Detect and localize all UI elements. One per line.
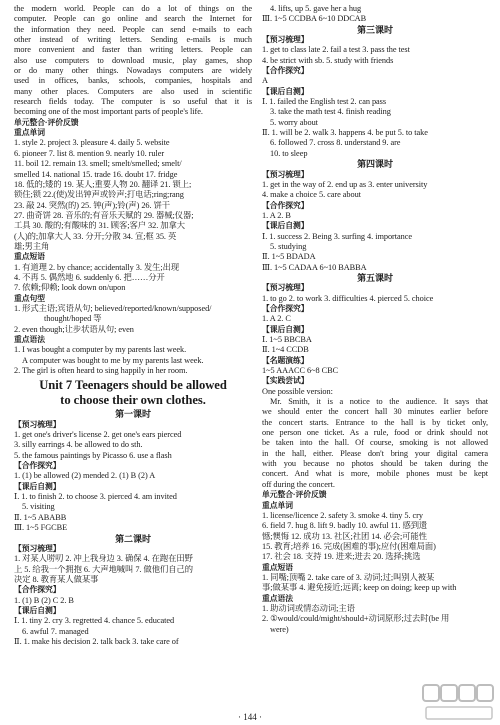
text-line: 1. get in the way of 2. end up as 3. enter university xyxy=(262,179,428,189)
text-line: the modern world. People can do a lot of things on the xyxy=(14,4,252,13)
text-line: Ⅲ. 1~5 FGCBE xyxy=(14,523,68,533)
text-line: 2. ①would/could/might/should+动词原形;过去时(be 用 xyxy=(262,614,450,624)
text-line: 1. 助动词或情态动词;主语 xyxy=(262,603,355,613)
text-line: Ⅰ. 1. tiny 2. cry 3. regretted 4. chance 5. educated xyxy=(14,616,175,626)
text-line: A computer was bought to me by my parents last week. xyxy=(22,355,204,365)
section-heading: 【名题演练】 xyxy=(262,355,309,365)
section-heading: 单元整合·评价反馈 xyxy=(14,117,79,127)
text-line: smelled 14. national 15. trade 16. doubt 17. fridge xyxy=(14,169,178,179)
text-line: 1~5 AAACC 6~8 CBC xyxy=(262,366,339,376)
text-line: many other places. Computers are also used in scientific xyxy=(14,86,252,96)
text-line: Ⅱ. 1~5 ABABB xyxy=(14,512,67,522)
section-heading: 【预习梳理】 xyxy=(262,35,309,45)
watermark-logo-icon xyxy=(422,683,496,723)
text-line: Mr. Smith, it is a notice to the audience. It says that xyxy=(270,397,488,407)
section-heading: 重点语法 xyxy=(262,593,293,603)
unit-title: Unit 7 Teenagers should be allowed xyxy=(39,378,227,393)
text-line: Ⅱ. 1~4 CCDB xyxy=(262,345,309,355)
text-line: thought/hoped 等 xyxy=(44,314,102,324)
text-line: Ⅱ. 1. will be 2. walk 3. happens 4. be put 5. to take xyxy=(262,128,428,138)
text-line: 1. get one's driver's license 2. get one's ears pierced xyxy=(14,430,182,440)
section-heading: 【课后自测】 xyxy=(14,481,61,491)
text-line: 雄;男主角 xyxy=(14,241,50,251)
text-line: 5. studying xyxy=(270,241,307,251)
section-heading: 【课后自测】 xyxy=(14,605,61,615)
text-line: 决定 8. 教育某人做某事 xyxy=(14,574,99,584)
page-number: · 144 · xyxy=(238,712,262,722)
text-line: 1. (1) B (2) C 2. B xyxy=(14,595,74,605)
section-heading: 重点短语 xyxy=(14,252,45,262)
text-line: 4. be strict with sb. 5. study with friends xyxy=(262,55,394,65)
text-line: 工具 30. 酸的;有酸味的 31. 顾客;客户 32. 加拿大 xyxy=(14,221,186,231)
left-column xyxy=(14,4,252,647)
section-heading: 【合作探究】 xyxy=(262,66,309,76)
text-line: with you because no photos should be taken during the xyxy=(262,459,488,469)
section-heading: 【预习梳理】 xyxy=(262,169,309,179)
text-line: 1. 有道理 2. by chance; accidentally 3. 发生;出现 xyxy=(14,262,180,272)
text-line: 10. to sleep xyxy=(270,148,308,158)
text-line: used in offices, banks, schools, companies, hospitals and xyxy=(14,76,252,86)
text-line: concert. And what is more, mobile phones must be kept xyxy=(262,469,488,479)
text-line: 7. 依赖;仰赖; look down on/upon xyxy=(14,283,126,293)
text-line: other instead of writing letters. Sending e-mails is much xyxy=(14,35,252,45)
section-heading: 【合作探究】 xyxy=(14,585,61,595)
text-line: 事;做某事 4. 避免接近;远离; keep on doing; keep up with xyxy=(262,583,457,593)
text-line: 锁住;锁 22.(使)发出钟声或铃声;打电话;ring;rang xyxy=(14,190,184,200)
text-line: research fields today. The computer is so useful that it is xyxy=(14,97,252,107)
text-line: (人)的;加拿大人 33. 分开;分散 34. 宣;框 35. 英 xyxy=(14,231,177,241)
text-line: 6. field 7. hug 8. lift 9. badly 10. awful 11. 感到遗 xyxy=(262,521,428,531)
lesson-heading: 第五课时 xyxy=(357,272,393,283)
text-line: Ⅰ. 1. failed the English test 2. can pass xyxy=(262,97,387,107)
lesson-heading: 第一课时 xyxy=(115,409,151,420)
text-line: 1. 对某人唠叨 2. 冲上我身边 3. 确保 4. 在跑在田野 xyxy=(14,554,193,564)
section-heading: 重点单词 xyxy=(14,128,45,138)
section-heading: 【预习梳理】 xyxy=(14,419,61,429)
text-line: 1. (1) be allowed (2) mended 2. (1) B (2) A xyxy=(14,471,156,481)
text-line: the information they need. People can send e-mails to each xyxy=(14,24,252,34)
text-line: 2. The girl is often heard to sing happily in her room. xyxy=(14,366,188,376)
text-line: 上 5. 给我一个拥抱 6. 大声地喊叫 7. 做他们自己的 xyxy=(14,564,193,574)
text-line: 1. to go 2. to work 3. difficulties 4. pierced 5. choice xyxy=(262,293,434,303)
text-line: Ⅱ. 1~5 BDADA xyxy=(262,252,316,262)
text-line: also use computers to download music, play games, shop xyxy=(14,55,252,65)
right-column xyxy=(262,4,488,635)
text-line: Ⅰ. 1. success 2. Being 3. surfing 4. importance xyxy=(262,231,413,241)
section-heading: 【实践尝试】 xyxy=(262,376,309,386)
unit-title-line-2: to choose their own clothes. xyxy=(60,393,206,408)
text-line: A xyxy=(262,76,268,86)
section-heading: 【合作探究】 xyxy=(262,200,309,210)
lesson-heading: 第二课时 xyxy=(115,533,151,544)
text-line: one person one ticket. As a rule, food or drink should not xyxy=(262,428,488,438)
text-line: Ⅰ. 1. to finish 2. to choose 3. pierced 4. am invited xyxy=(14,492,177,502)
text-line: 23. 敲 24. 突然(的) 25. 钟(声);铃(声) 26. 饼干 xyxy=(14,200,171,210)
text-line: be taken into the hall. Of course, smoking is not allowed xyxy=(262,438,488,448)
section-heading: 重点句型 xyxy=(14,293,45,303)
lesson-heading: 第四课时 xyxy=(357,159,393,170)
section-heading: 单元整合·评价反馈 xyxy=(262,490,327,500)
text-line: 11. boil 12. remain 13. smell; smelt/smelled; smelt/ xyxy=(14,159,182,169)
text-line: 1. get to class late 2. fail a test 3. pass the test xyxy=(262,45,410,55)
text-line: off during the concert. xyxy=(262,479,335,489)
text-line: 5. visiting xyxy=(22,502,55,512)
section-heading: 【合作探究】 xyxy=(14,461,61,471)
section-heading: 【预习梳理】 xyxy=(14,543,61,553)
text-line: Ⅲ. 1~5 CCDBA 6~10 DDCAB xyxy=(262,14,367,24)
text-line: 1. license/licence 2. safety 3. smoke 4. tiny 5. cry xyxy=(262,510,423,520)
text-line: Ⅰ. 1~5 BBCBA xyxy=(262,335,312,344)
section-heading: 【课后自测】 xyxy=(262,86,309,96)
text-line: 6. awful 7. managed xyxy=(22,626,89,636)
text-line: 3. silly earrings 4. be allowed to do sth. xyxy=(14,440,143,450)
text-line: the concert starts. Entrance to the hall is by ticket only, xyxy=(262,417,488,427)
text-line: 6. followed 7. cross 8. understand 9. are xyxy=(270,138,401,148)
section-heading: 【合作探究】 xyxy=(262,303,309,313)
text-line: computer. People can go online and search the Internet for xyxy=(14,14,252,24)
section-heading: 重点短语 xyxy=(262,562,293,572)
text-line: 1. 同嘴;顶嘴 2. take care of 3. 动词;过;叫别人被某 xyxy=(262,572,435,582)
text-line: more convenient and faster than writing letters. People can xyxy=(14,45,252,55)
lesson-heading: 第三课时 xyxy=(357,24,393,35)
text-line: 4. make a choice 5. care about xyxy=(262,190,361,200)
text-line: Ⅲ. 1~5 CADAA 6~10 BABBA xyxy=(262,262,367,272)
text-line: 1. A 2. C xyxy=(262,314,291,324)
text-line: 1. 形式主语;宾语从句; believed/reported/known/supposed/ xyxy=(14,303,212,313)
text-line: in the hall, either. Please don't bring your digital camera xyxy=(262,448,488,458)
text-line: 5. worry about xyxy=(270,117,318,127)
text-line: 4. 不再 5. 偶然地 6. suddenly 6. 把……分开 xyxy=(14,272,165,282)
section-heading: 【课后自测】 xyxy=(262,221,309,231)
text-line: 憾;懊悔 12. 成功 13. 社区;社团 14. 必会;可能性 xyxy=(262,531,428,541)
text-line: 15. 教育;培养 16. 完成(困难的事);应付(困难局面) xyxy=(262,541,436,551)
text-line: 1. A 2. B xyxy=(262,210,291,220)
text-line: 1. style 2. project 3. pleasure 4. daily 5. website xyxy=(14,138,170,148)
text-line: we should enter the concert hall 30 minutes earlier before xyxy=(262,407,488,417)
text-line: 2. even though;让步状语从句; even xyxy=(14,324,134,334)
text-line: Ⅱ. 1. make his decision 2. talk back 3. take care of xyxy=(14,636,179,646)
text-line: 1. I was bought a computer by my parents last week. xyxy=(14,345,187,355)
text-line: 6. pioneer 7. list 8. mention 9. nearly 10. ruler xyxy=(14,148,165,158)
text-line: becoming one of the most important parts of people's life. xyxy=(14,107,203,117)
section-heading: 重点单词 xyxy=(262,500,293,510)
text-line: 3. take the math test 4. finish reading xyxy=(270,107,391,117)
text-line: 18. 低的;矮的 19. 某人;重要人物 20. 翻译 21. 锁上; xyxy=(14,179,192,189)
text-line: 5. the famous paintings by Picasso 6. use a flash xyxy=(14,450,172,460)
text-line: were) xyxy=(270,624,289,634)
text-line: 4. lifts, up 5. gave her a hug xyxy=(270,4,362,13)
section-heading: 【预习梳理】 xyxy=(262,283,309,293)
text-line: or do many other things. Nowadays computers are widely xyxy=(14,66,252,76)
section-heading: 【课后自测】 xyxy=(262,324,309,334)
text-line: One possible version: xyxy=(262,386,333,396)
section-heading: 重点语法 xyxy=(14,335,45,344)
text-line: 17. 社会 18. 支持 19. 进来;进去 20. 选择;挑选 xyxy=(262,552,421,562)
text-line: 27. 曲奇饼 28. 音乐的;有音乐天赋的 29. 器械;仪器; xyxy=(14,210,194,220)
